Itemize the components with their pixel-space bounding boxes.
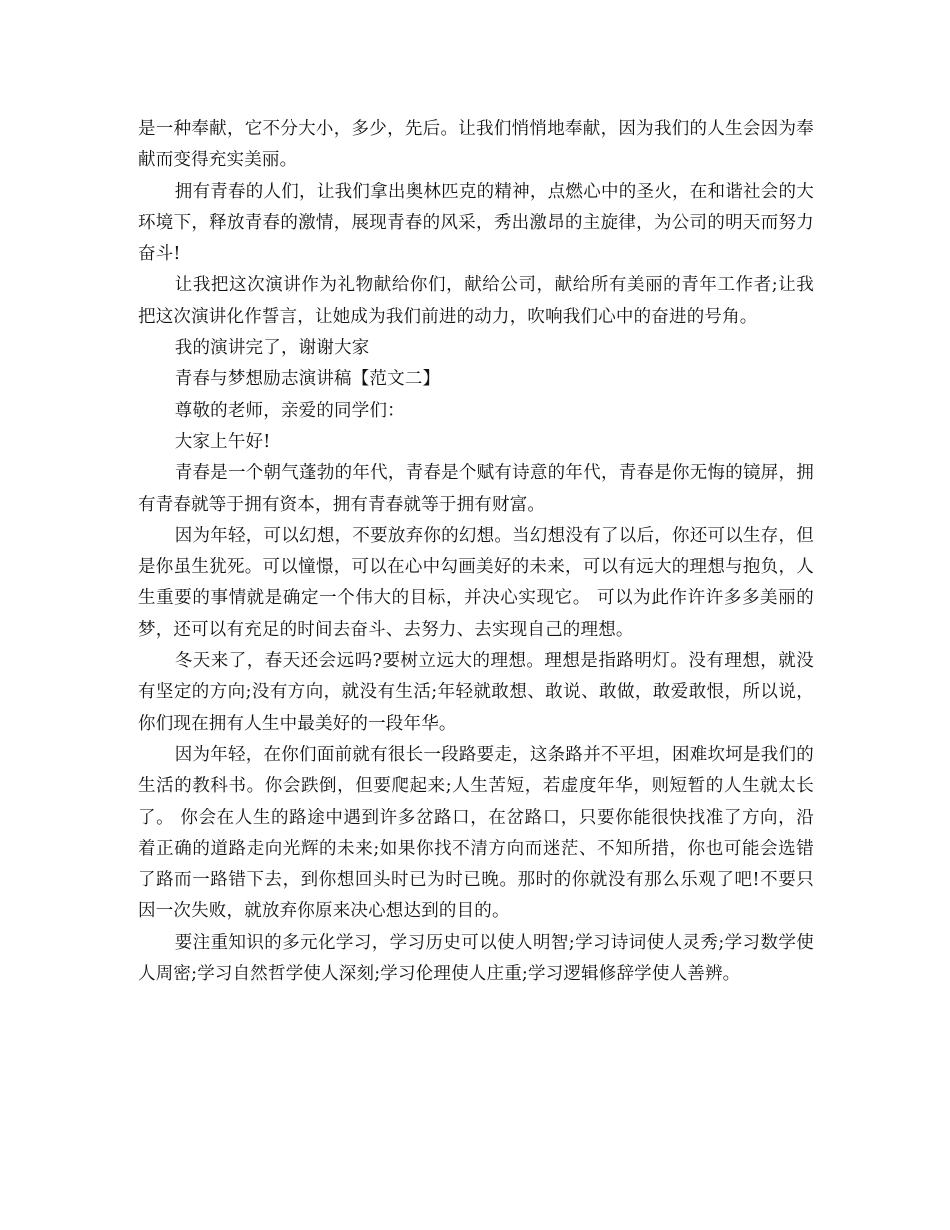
document-body [138, 114, 814, 990]
paragraph-knowledge: 要注重知识的多元化学习，学习历史可以使人明智;学习诗词使人灵秀;学习数学使人周密;学习自然哲学使人深刻;学习伦理使人庄重;学习逻辑修辞学使人善辨。 [138, 932, 814, 985]
paragraph-youth-era: 青春是一个朝气蓬勃的年代，青春是个赋有诗意的年代，青春是你无悔的镜屏，拥有青春就等于拥有资本，拥有青春就等于拥有财富。 [138, 463, 814, 515]
paragraph-ideal: 冬天来了，春天还会远吗?要树立远大的理想。理想是指路明灯。没有理想，就没有坚定的方向;没有方向，就没有生活;年轻就敢想、敢说、敢做，敢爱敢恨，所以说，你们现在拥有人生中最美好的一段年华。 [138, 651, 814, 734]
paragraph-closing-thanks: 我的演讲完了，谢谢大家 [174, 338, 370, 359]
paragraph-long-road: 因为年轻，在你们面前就有很长一段路要走，这条路并不平坦，困难坎坷是我们的生活的教科书。你会跌倒，但要爬起来;人生苦短，若虚度年华，则短暂的人生就太长了。 你会在人生的路途中遇到许多岔路口，在岔路口，只要你能很快找准了方向，沿着正确的道路走向光辉的未来;如果你找不清方向而迷茫、不知所措，你也可能会选错了路而一路错下去，到你想回头时已为时已晚。那时的你就没有那么乐观了吧!不要只因一次失败，就放弃你原来决心想达到的目的。 [138, 744, 814, 922]
paragraph-youth-spirit: 拥有青春的人们，让我们拿出奥林匹克的精神，点燃心中的圣火，在和谐社会的大环境下，释放青春的激情，展现青春的风采，秀出激昂的主旋律，为公司的明天而努力奋斗! [138, 181, 814, 265]
paragraph-dream: 因为年轻，可以幻想，不要放弃你的幻想。当幻想没有了以后，你还可以生存，但是你虽生犹死。可以憧憬，可以在心中勾画美好的未来，可以有远大的理想与抱负，人生重要的事情就是确定一个伟大的目标，并决心实现它。 可以为此作许许多多美丽的梦，还可以有充足的时间去奋斗、去努力、去实现自己的理想。 [138, 525, 814, 640]
greeting: 大家上午好! [174, 431, 271, 452]
paragraph-continuation: 是一种奉献，它不分大小，多少，先后。让我们悄悄地奉献，因为我们的人生会因为奉献而变得充实美丽。 [138, 119, 814, 171]
salutation: 尊敬的老师，亲爱的同学们： [174, 400, 405, 421]
paragraph-speech-gift: 让我把这次演讲作为礼物献给你们，献给公司，献给所有美丽的青年工作者;让我把这次演讲化作誓言，让她成为我们前进的动力，吹响我们心中的奋进的号角。 [138, 275, 814, 327]
section-title: 青春与梦想励志演讲稿【范文二】 [174, 369, 441, 390]
